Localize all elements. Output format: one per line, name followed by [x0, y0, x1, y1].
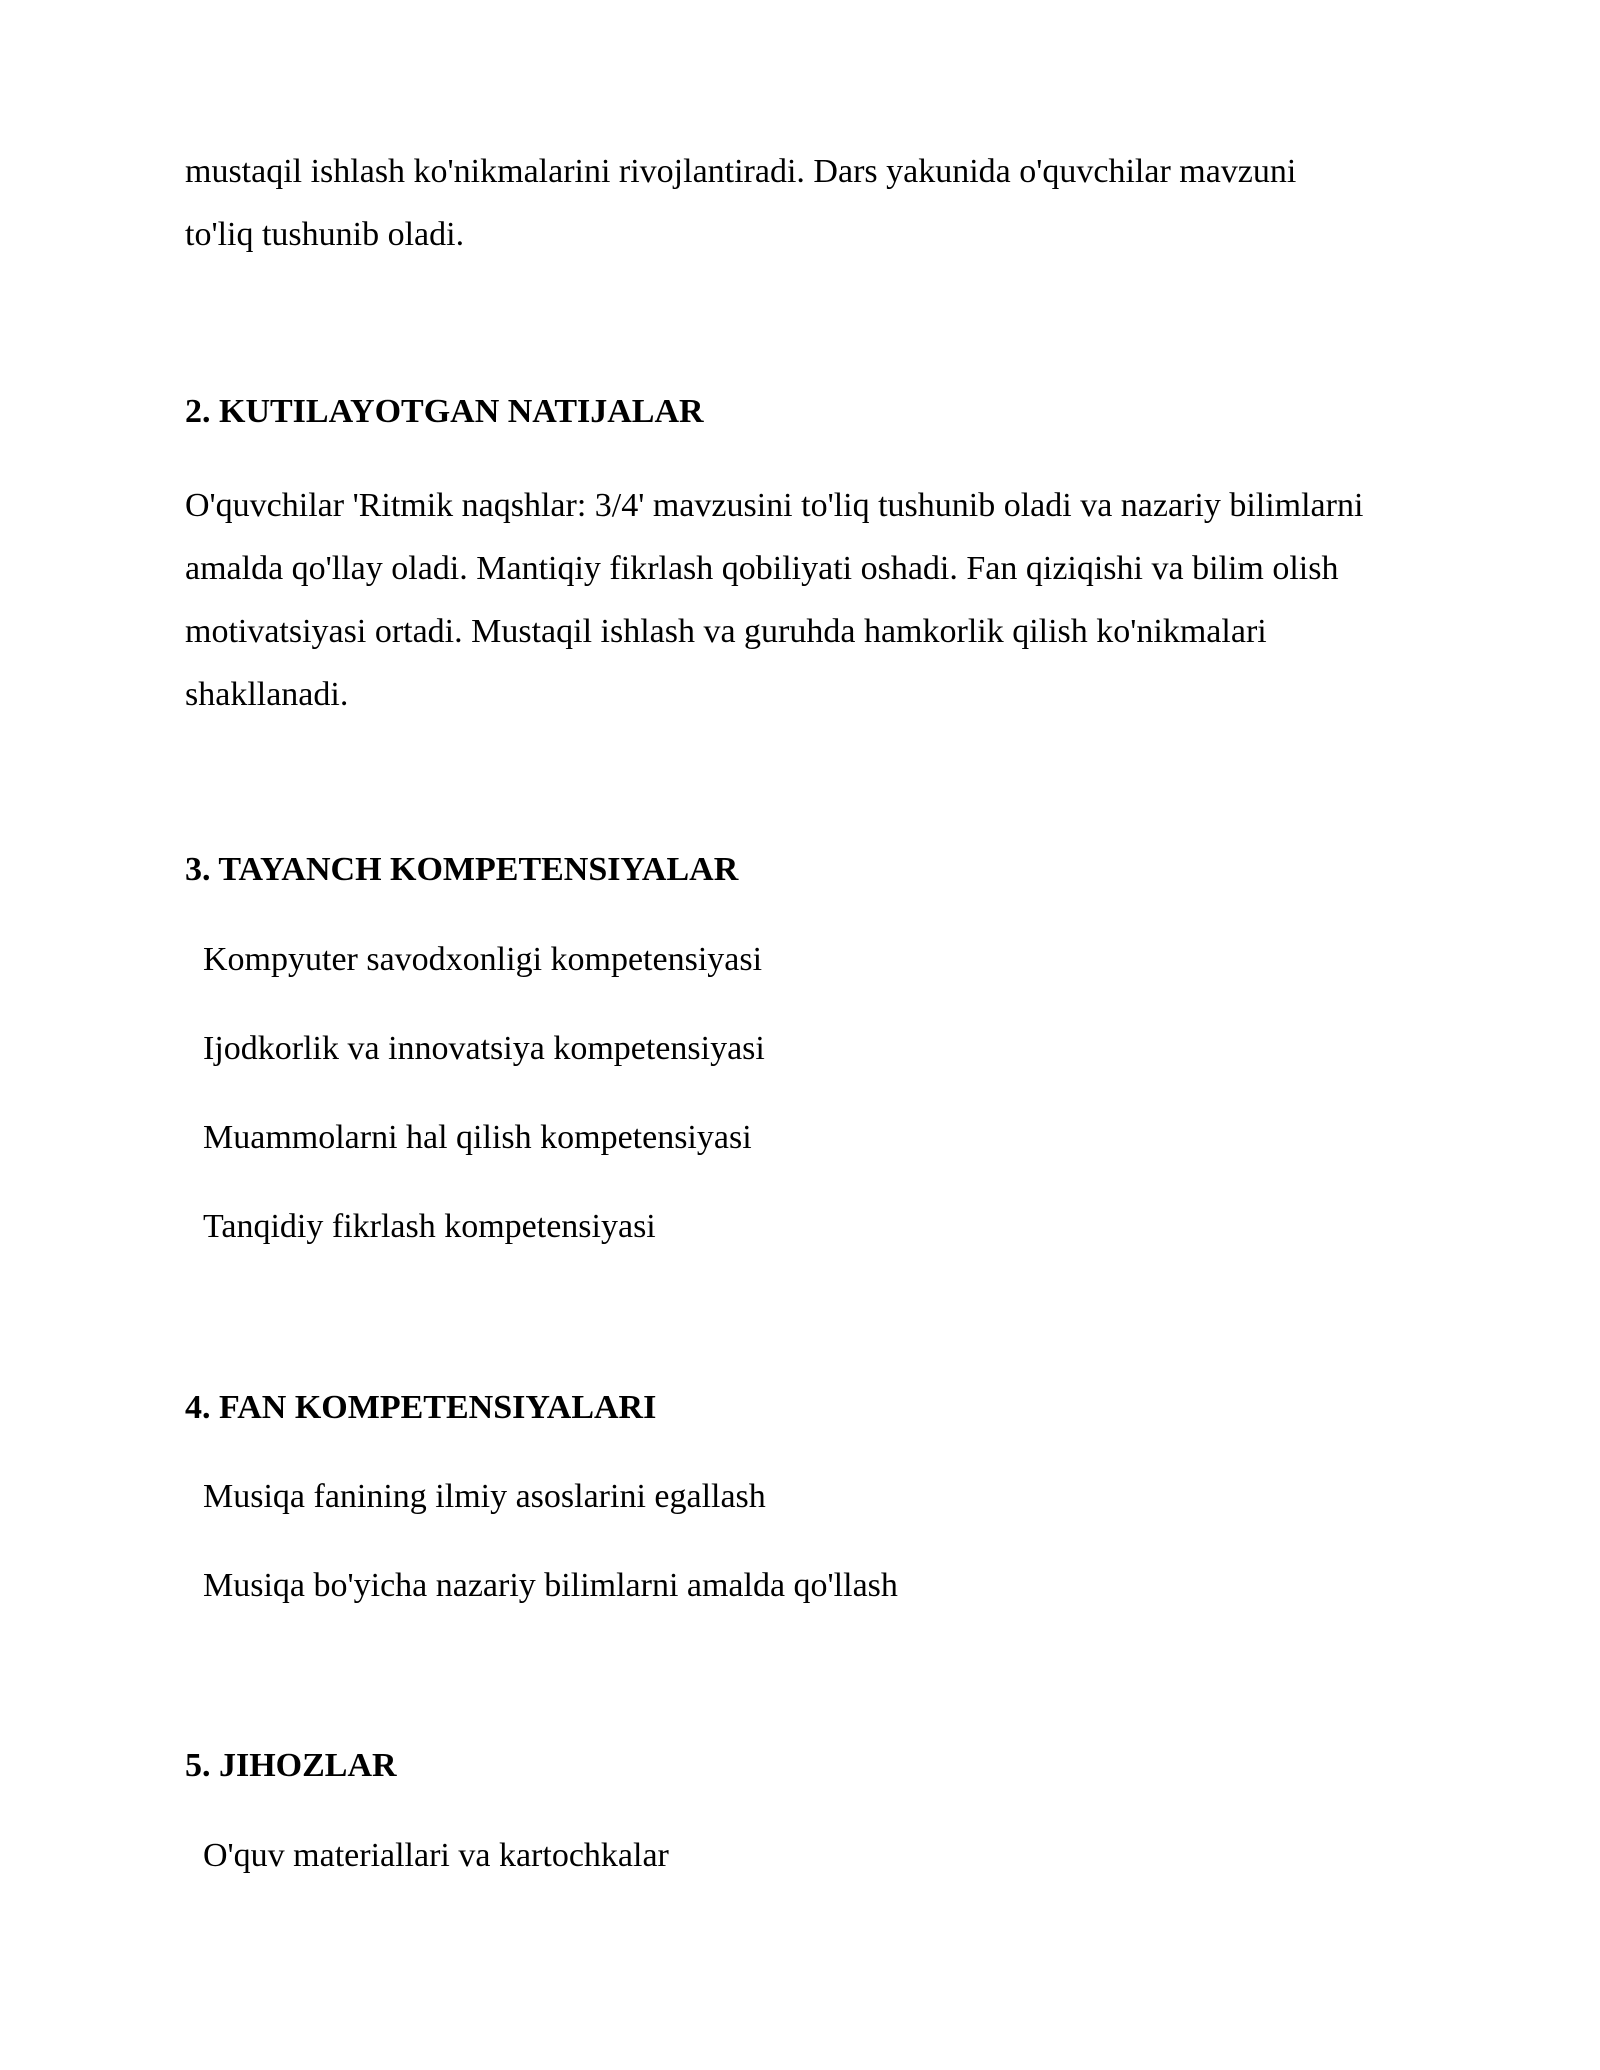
list-item: Tanqidiy fikrlash kompetensiyasi — [203, 1208, 656, 1245]
section-heading-natijalar: 2. KUTILAYOTGAN NATIJALAR — [185, 393, 704, 430]
jihozlar-list — [185, 1836, 669, 1925]
list-item: Kompyuter savodxonligi kompetensiyasi — [203, 941, 763, 978]
list-item: Ijodkorlik va innovatsiya kompetensiyasi — [203, 1030, 765, 1067]
list-item: Musiqa fanining ilmiy asoslarini egallash — [203, 1478, 766, 1515]
section-heading-tayanch: 3. TAYANCH KOMPETENSIYALAR — [185, 851, 739, 888]
intro-paragraph — [185, 140, 1296, 266]
natijalar-paragraph: O'quvchilar 'Ritmik naqshlar: 3/4' mavzusini to'liq tushunib oladi va nazariy bilimlarni amalda qo'llay oladi. Mantiqiy fikrlash qobiliyati oshadi. Fan qiziqishi va bilim olish motivatsiyasi ortadi. Mustaqil ishlash va guruhda hamkorlik qilish ko'nikmalari shakllanadi. — [185, 487, 1364, 713]
fan-list — [185, 1477, 898, 1655]
list-item: Muammolarni hal qilish kompetensiyasi — [203, 1119, 752, 1156]
list-item: Musiqa bo'yicha nazariy bilimlarni amalda qo'llash — [203, 1567, 898, 1604]
list-item: O'quv materiallari va kartochkalar — [203, 1837, 669, 1874]
section-heading-fan: 4. FAN KOMPETENSIYALARI — [185, 1389, 657, 1426]
tayanch-list — [185, 940, 765, 1296]
section-heading-jihozlar: 5. JIHOZLAR — [185, 1747, 397, 1784]
intro-line-1: mustaqil ishlash ko'nikmalarini rivojlantiradi. Dars yakunida o'quvchilar mavzuni — [185, 153, 1297, 190]
intro-line-2: to'liq tushunib oladi. — [185, 216, 465, 253]
